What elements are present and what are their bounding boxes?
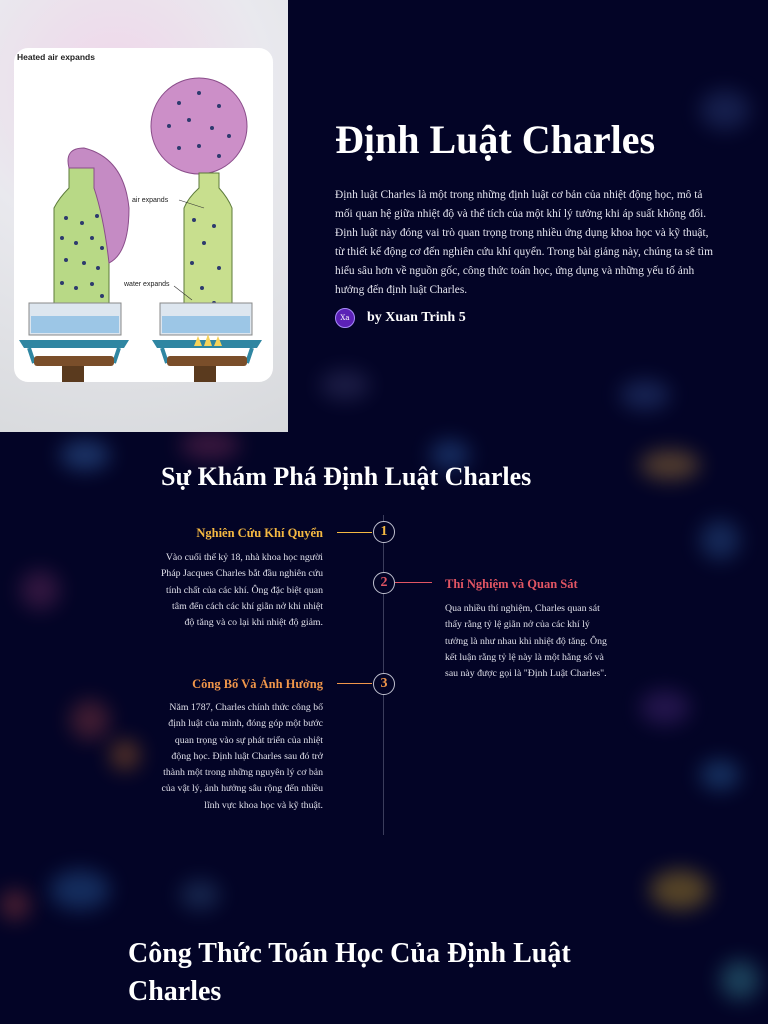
timeline-heading: Công Bố Và Ảnh Hưởng — [192, 677, 323, 691]
timeline-heading: Thí Nghiệm và Quan Sát — [445, 577, 578, 591]
author-name[interactable]: by Xuan Trinh 5 — [367, 310, 466, 325]
author-row[interactable] — [335, 308, 725, 328]
timeline-node: 2 — [373, 572, 395, 594]
timeline-body: Vào cuối thế kỷ 18, nhà khoa học người Pháp Jacques Charles bắt đầu nghiên cứu tính chất của các khí. Ông đặc biệt quan tâm đến cách các khí giãn nở khi nhiệt độ tăng và co lại khi nhiệt độ giảm. — [160, 552, 323, 629]
avatar[interactable]: Xa — [335, 308, 355, 328]
page-title: Định Luật Charles — [335, 117, 656, 162]
section-title-discovery: Sự Khám Phá Định Luật Charles — [161, 462, 532, 491]
timeline-heading: Nghiên Cứu Khí Quyển — [196, 526, 323, 540]
timeline-body: Năm 1787, Charles chính thức công bố định luật của mình, đóng góp một bước quan trọng vào sự phát triển của nhiệt động học. Định luật Charles sau đó trở thành một trong những nguyên lý cơ bản của vật lý, ảnh hưởng sâu rộng đến nhiều lĩnh vực khoa học và kỹ thuật. — [161, 702, 323, 811]
section-title-formula: Công Thức Toán Học Của Định Luật Charles — [128, 938, 571, 1007]
timeline-node: 1 — [373, 521, 395, 543]
timeline-body: Qua nhiều thí nghiệm, Charles quan sát thấy rằng tỷ lệ giãn nở của các khí lý tưởng là như nhau khi nhiệt độ tăng. Ông kết luận rằng tỷ lệ này là một hằng số và sau này được gọi là "Định Luật Charles". — [445, 603, 607, 680]
illustration-label: Heated air expands — [17, 52, 95, 62]
timeline-connector — [337, 532, 372, 533]
charles-law-illustration — [14, 48, 273, 382]
timeline-connector — [337, 683, 372, 684]
hero-text — [335, 110, 725, 328]
timeline-connector — [395, 582, 432, 583]
hero-image-panel — [0, 0, 288, 432]
callout-water-expands: water expands — [124, 281, 170, 288]
callout-air-expands: air expands — [132, 197, 169, 204]
timeline-node: 3 — [373, 673, 395, 695]
intro-paragraph: Định luật Charles là một trong những định luật cơ bản của nhiệt động học, mô tả mối quan hệ giữa nhiệt độ và thể tích của một khí lý tưởng khi áp suất không đổi. Định luật này đóng vai trò quan trọng trong nhiều ứng dụng khoa học và kỹ thuật, từ thiết kế động cơ đến nghiên cứu khí quyển. Trong bài giảng này, chúng ta sẽ tìm hiểu sâu hơn về nguồn gốc, công thức toán học, ứng dụng và những yếu tố ảnh hưởng đến định luật Charles. — [335, 189, 713, 296]
